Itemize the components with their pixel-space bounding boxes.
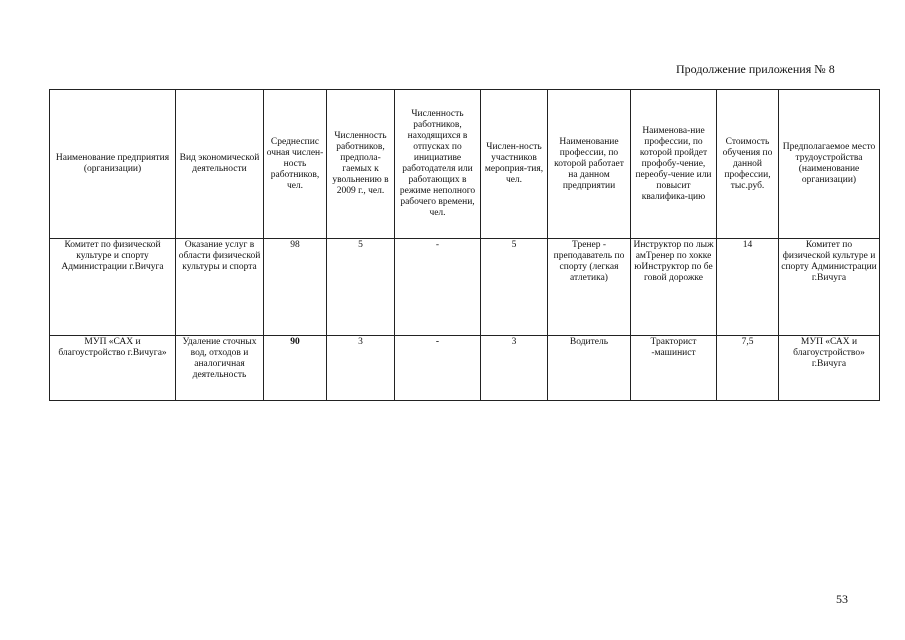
table-cell: МУП «САХ и благоустройство» г.Вичуга bbox=[779, 336, 880, 401]
table-cell: - bbox=[395, 336, 481, 401]
table-cell: Комитет по физической культуре и спорту Администрации г.Вичуга bbox=[50, 239, 176, 336]
column-header-training-profession: Наименова-ние профессии, по которой пройдет профобу-чение, переобу-чение или повысит квалифика-цию bbox=[631, 90, 717, 239]
table-cell: 7,5 bbox=[717, 336, 779, 401]
column-header-employment-place: Предполагаемое место трудоустройства (наименование организации) bbox=[779, 90, 880, 239]
table-row bbox=[50, 239, 880, 336]
table-cell: 5 bbox=[481, 239, 548, 336]
column-header-participants: Числен-ность участников мероприя-тия, чел. bbox=[481, 90, 548, 239]
continuation-label: Продолжение приложения № 8 bbox=[676, 62, 835, 76]
column-header-on-leave: Численность работников, находящихся в отпусках по инициативе работодателя или работающих в режиме неполного рабочего времени, чел. bbox=[395, 90, 481, 239]
column-header-activity: Вид экономической деятельности bbox=[176, 90, 264, 239]
table-cell: Удаление сточных вод, отходов и аналогичная деятельность bbox=[176, 336, 264, 401]
column-header-enterprise: Наименование предприятия (организации) bbox=[50, 90, 176, 239]
table-cell: МУП «САХ и благоустройство г.Вичуга» bbox=[50, 336, 176, 401]
table-cell: 3 bbox=[327, 336, 395, 401]
data-table bbox=[49, 89, 880, 401]
column-header-training-cost: Стоимость обучения по данной профессии, тыс.руб. bbox=[717, 90, 779, 239]
table-cell: Инструктор по лыжамТренер по хоккеюИнструктор по беговой дорожке bbox=[631, 239, 717, 336]
table-cell: 5 bbox=[327, 239, 395, 336]
table-cell: 3 bbox=[481, 336, 548, 401]
table-cell: 98 bbox=[264, 239, 327, 336]
table-cell: Оказание услуг в области физической культуры и спорта bbox=[176, 239, 264, 336]
column-header-current-profession: Наименование профессии, по которой работает на данном предприятии bbox=[548, 90, 631, 239]
table-cell: 90 bbox=[264, 336, 327, 401]
table-cell: Тренер - преподаватель по спорту (легкая атлетика) bbox=[548, 239, 631, 336]
column-header-avg-headcount: Среднеспис очная числен-ность работников, чел. bbox=[264, 90, 327, 239]
page-number: 53 bbox=[836, 592, 848, 606]
table-cell: Тракторист -машинист bbox=[631, 336, 717, 401]
column-header-planned-dismissals: Численность работников, предпола-гаемых к увольнению в 2009 г., чел. bbox=[327, 90, 395, 239]
table-cell: Комитет по физической культуре и спорту Администрации г.Вичуга bbox=[779, 239, 880, 336]
table-cell: - bbox=[395, 239, 481, 336]
header-row bbox=[50, 90, 880, 239]
table-row bbox=[50, 336, 880, 401]
table-cell: 14 bbox=[717, 239, 779, 336]
table-cell: Водитель bbox=[548, 336, 631, 401]
